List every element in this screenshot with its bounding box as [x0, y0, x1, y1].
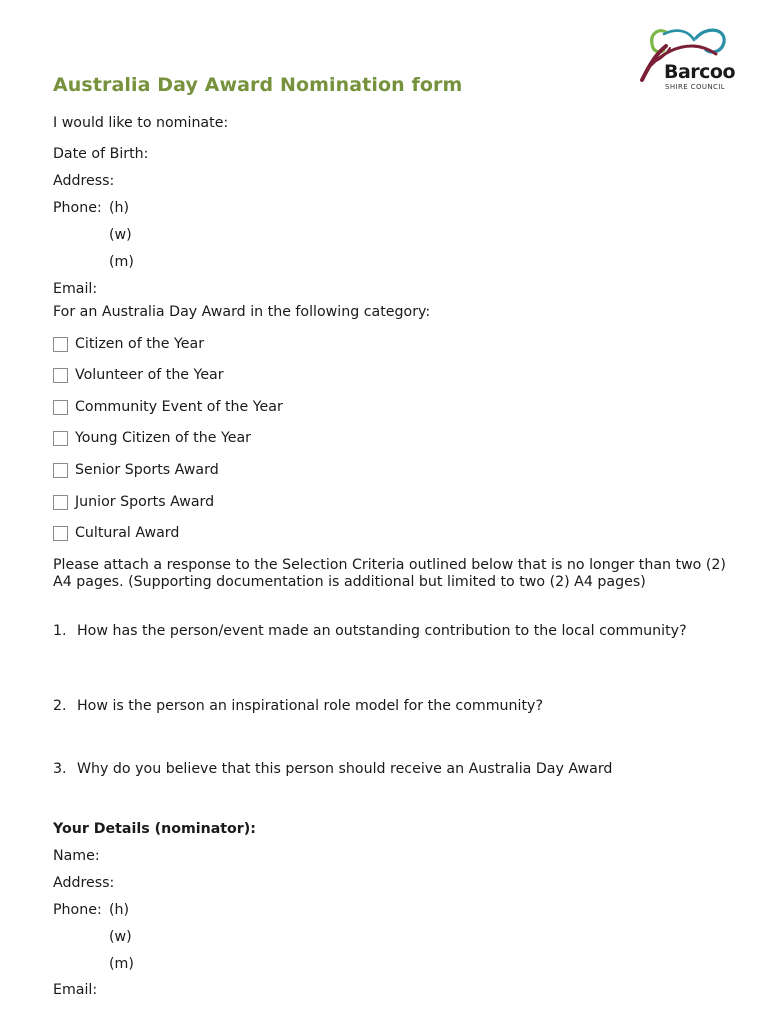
category-label: Junior Sports Award [75, 494, 215, 510]
question-text: How is the person an inspirational role model for the community? [77, 698, 543, 714]
category-intro: For an Australia Day Award in the following category: [53, 304, 431, 320]
checkbox-junior-sports-award[interactable] [53, 495, 68, 510]
checkbox-senior-sports-award[interactable] [53, 463, 68, 478]
category-label: Cultural Award [75, 525, 180, 541]
checkbox-community-event-of-the-year[interactable] [53, 400, 68, 415]
question-number: 2. [53, 698, 67, 714]
question-number: 3. [53, 761, 67, 777]
category-label: Citizen of the Year [75, 336, 205, 352]
question-number: 1. [53, 623, 67, 639]
category-label: Young Citizen of the Year [75, 430, 252, 446]
criteria-intro: Please attach a response to the Selection Criteria outlined below that is no longer than two (2) A4 pages. (Supporting documentation is additional but limited to two (2) A4 pages) [53, 557, 726, 590]
nominator-name-label: Name: [53, 848, 100, 864]
nominator-phone-mobile: (m) [109, 956, 134, 972]
checkbox-citizen-of-the-year[interactable] [53, 337, 68, 352]
checkbox-young-citizen-of-the-year[interactable] [53, 431, 68, 446]
logo-subtext: SHIRE COUNCIL [665, 83, 726, 91]
checkbox-cultural-award[interactable] [53, 526, 68, 541]
question-text: How has the person/event made an outstanding contribution to the local community? [77, 623, 687, 639]
nominee-phone-work: (w) [109, 227, 132, 243]
page-title: Australia Day Award Nomination form [53, 74, 463, 96]
nominee-email-label: Email: [53, 281, 98, 297]
nominator-address-label: Address: [53, 875, 115, 891]
nominator-phone-label: Phone: [53, 902, 102, 918]
logo-wordmark: Barcoo [664, 61, 736, 83]
nominee-address-label: Address: [53, 173, 115, 189]
category-label: Community Event of the Year [75, 399, 283, 415]
nominee-phone-mobile: (m) [109, 254, 134, 270]
nominate-intro: I would like to nominate: [53, 115, 229, 131]
nominee-phone-home: (h) [109, 200, 130, 216]
barcoo-shire-council-logo [636, 24, 742, 94]
checkbox-volunteer-of-the-year[interactable] [53, 368, 68, 383]
nominator-email-label: Email: [53, 982, 98, 998]
nominator-phone-home: (h) [109, 902, 130, 918]
category-label: Senior Sports Award [75, 462, 219, 478]
nominee-dob-label: Date of Birth: [53, 146, 149, 162]
nominator-phone-work: (w) [109, 929, 132, 945]
nominee-phone-label: Phone: [53, 200, 102, 216]
category-label: Volunteer of the Year [75, 367, 224, 383]
nominator-heading: Your Details (nominator): [53, 821, 256, 837]
question-text: Why do you believe that this person should receive an Australia Day Award [77, 761, 613, 777]
